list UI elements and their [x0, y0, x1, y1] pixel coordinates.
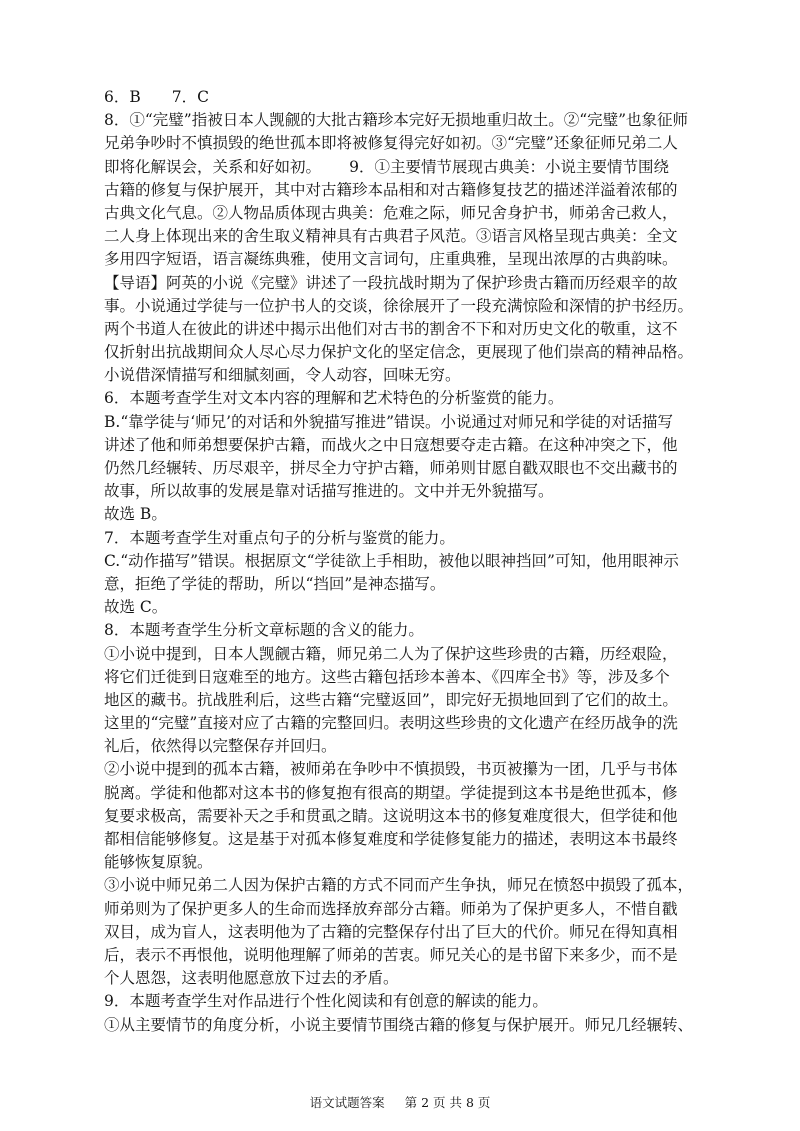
text-line: 地区的藏书。抗战胜利后，这些古籍“完璧返回”，即完好无损地回到了它们的故土。: [104, 690, 678, 709]
page-footer: [0, 1095, 800, 1111]
footer-page-number: 第 2 页 共 8 页: [404, 1095, 491, 1110]
text-line: ③小说中师兄弟二人因为保护古籍的方式不同而产生争执，师兄在愤怒中损毁了孤本，: [104, 876, 694, 895]
text-line: 7．本题考查学生对重点句子的分析与鉴赏的能力。: [104, 528, 455, 547]
text-line: ①小说中提到，日本人觊觎古籍，师兄弟二人为了保护这些珍贵的古籍，历经艰险，: [104, 644, 678, 663]
text-line: 双目，成为盲人，这表明他为了古籍的完整保存付出了巨大的代价。师兄在得知真相: [104, 922, 678, 941]
text-line: 8．①“完璧”指被日本人觊觎的大批古籍珍本完好无损地重归故土。②“完璧”也象征师: [104, 111, 689, 130]
text-line: 后，表示不再恨他，说明他理解了师弟的苦衷。师兄关心的是书留下来多少，而不是: [104, 945, 678, 964]
text-line: 都相信能够修复。这是基于对孤本修复难度和学徒修复能力的描述，表明这本书最终: [104, 830, 678, 848]
text-line: 意，拒绝了学徒的帮助，所以“挡回”是神态描写。: [104, 574, 446, 593]
footer-title: 语文试题答案: [309, 1095, 385, 1110]
text-line: 事。小说通过学徒与一位护书人的交谈，徐徐展开了一段充满惊险和深情的护书经历。: [104, 296, 694, 315]
text-line: 复要求极高，需要补天之手和贯虱之睛。这说明这本书的修复难度很大，但学徒和他: [104, 806, 678, 825]
text-line: 古籍的修复与保护展开，其中对古籍珍本品相和对古籍修复技艺的描述洋溢着浓郁的: [104, 180, 678, 199]
text-line: 故选 C。: [104, 598, 168, 617]
answer-text-body: [104, 86, 704, 1037]
text-line: 古典文化气息。②人物品质体现古典美：危难之际，师兄舍身护书，师弟舍己救人，: [104, 203, 678, 222]
text-line: 多用四字短语，语言凝练典雅，使用文言词句，庄重典雅，呈现出浓厚的古典韵味。: [104, 250, 678, 269]
text-line: ②小说中提到的孤本古籍，被师弟在争吵中不慎损毁，书页被攥为一团，几乎与书体: [104, 760, 678, 779]
text-line: 故选 B。: [104, 505, 167, 524]
text-line: 故事，所以故事的发展是靠对话描写推进的。文中并无外貌描写。: [104, 482, 554, 501]
text-line: 即将化解误会，关系和好如初。 9．①主要情节展现古典美：小说主要情节围绕: [104, 157, 670, 176]
text-line: 这里的“完璧”直接对应了古籍的完整回归。表明这些珍贵的文化遗产在经历战争的洗: [104, 714, 678, 733]
text-line: 8．本题考查学生分析文章标题的含义的能力。: [104, 621, 424, 640]
text-line: 能够恢复原貌。: [104, 853, 213, 872]
text-line: 9．本题考查学生对作品进行个性化阅读和有创意的解读的能力。: [104, 992, 548, 1011]
text-line: 【导语】阿英的小说《完璧》讲述了一段抗战时期为了保护珍贵古籍而历经艰辛的故: [104, 273, 678, 292]
text-line: ①从主要情节的角度分析，小说主要情节围绕古籍的修复与保护展开。师兄几经辗转、: [104, 1015, 694, 1034]
text-line: 小说借深情描写和细腻刻画，令人动容，回味无穷。: [104, 366, 461, 385]
text-line: 6．B 7．C: [104, 88, 209, 106]
text-line: 讲述了他和师弟想要保护古籍，而战火之中日寇想要夺走古籍。在这种冲突之下，他: [104, 435, 678, 454]
text-line: 礼后，依然得以完整保存并回归。: [104, 737, 337, 756]
text-line: 个人恩怨，这表明他愿意放下过去的矛盾。: [104, 969, 399, 988]
text-line: 兄弟争吵时不慎损毁的绝世孤本即将被修复得完好如初。③“完璧”还象征师兄弟二人: [104, 134, 678, 153]
text-line: 脱离。学徒和他都对这本书的修复抱有很高的期望。学徒提到这本书是绝世孤本，修: [104, 783, 678, 802]
text-line: 师弟则为了保护更多人的生命而选择放弃部分古籍。师弟为了保护更多人，不惜自戳: [104, 899, 678, 918]
text-line: 仍然几经辗转、历尽艰辛，拼尽全力守护古籍，师弟则甘愿自戳双眼也不交出藏书的: [104, 459, 678, 477]
text-line: 仅折射出抗战期间众人尽心尽力保护文化的坚定信念，更展现了他们崇高的精神品格。: [104, 343, 694, 362]
text-line: C.“动作描写”错误。根据原文“学徒欲上手相助，被他以眼神挡回”可知，他用眼神示: [104, 551, 679, 570]
text-line: B.“靠学徒与‘师兄’的对话和外貌描写推进”错误。小说通过对师兄和学徒的对话描写: [104, 412, 674, 431]
text-line: 二人身上体现出来的舍生取义精神具有古典君子风范。③语言风格呈现古典美：全文: [104, 227, 678, 246]
text-line: 将它们迁徙到日寇难至的地方。这些古籍包括珍本善本、《四库全书》等，涉及多个: [104, 667, 670, 686]
text-line: 6．本题考查学生对文本内容的理解和艺术特色的分析鉴赏的能力。: [104, 389, 564, 408]
text-line: 两个书道人在彼此的讲述中揭示出他们对古书的割舍不下和对历史文化的敬重，这不: [104, 319, 678, 338]
